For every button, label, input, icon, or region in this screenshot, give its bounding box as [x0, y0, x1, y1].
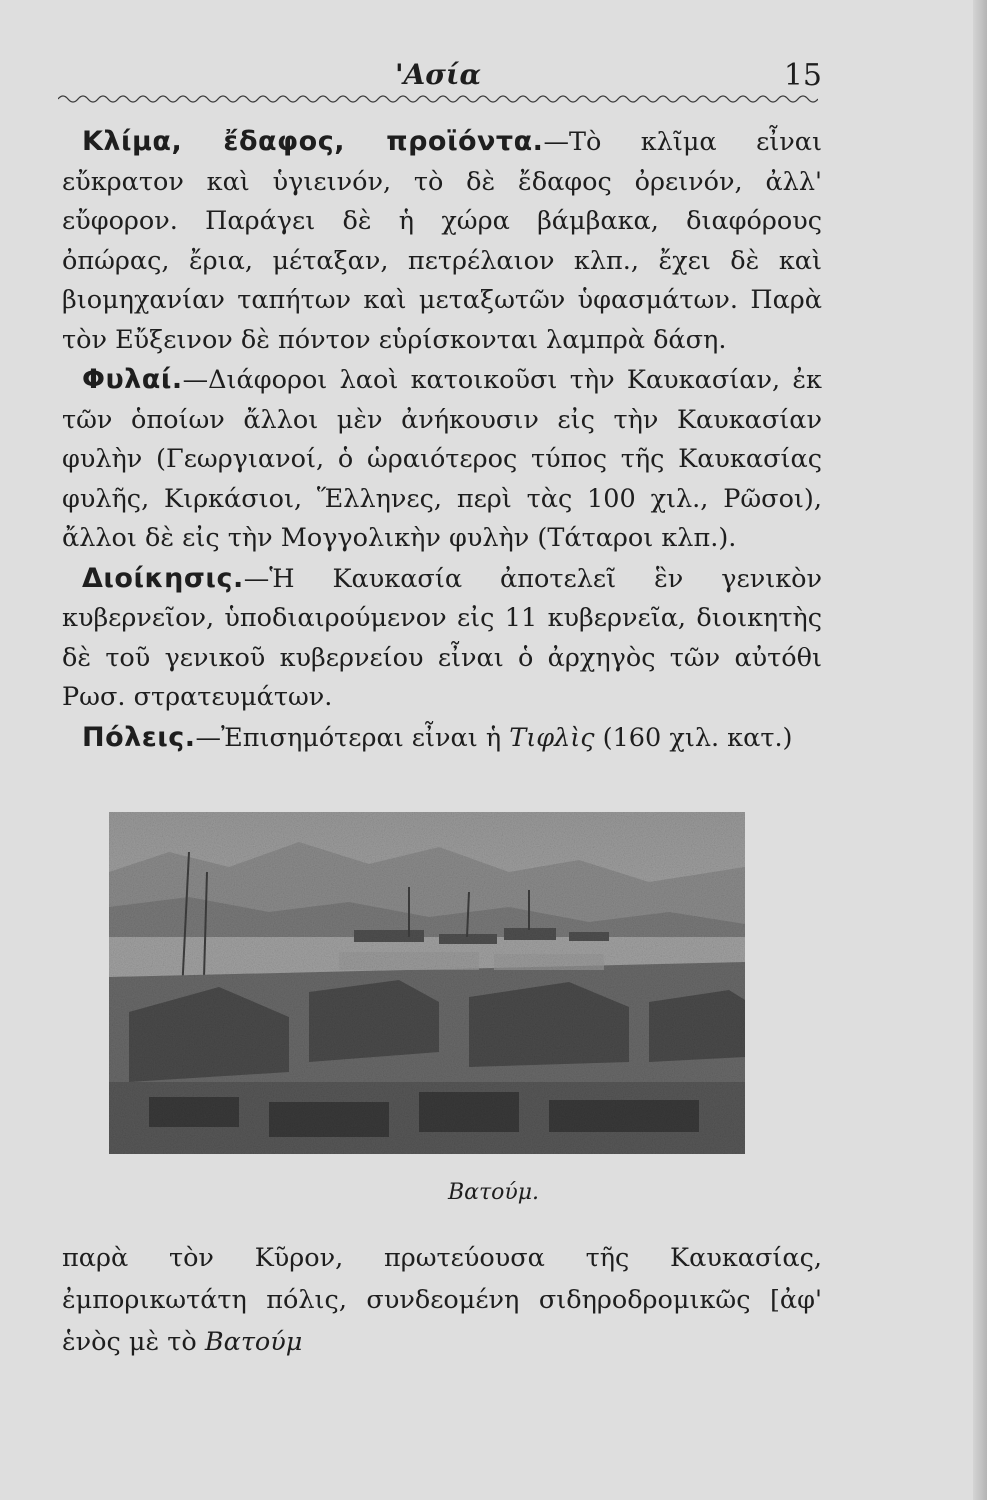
paragraph-climate [62, 122, 822, 360]
paragraph-administration [62, 559, 822, 718]
text-administration: —Ἡ Καυκασία ἀποτελεῖ ἓν γενικὸν κυβερνεῖον, ὑποδιαιρούμενον εἰς 11 κυβερνεῖα, διοικητὴς δὲ τοῦ γενικοῦ κυβερνείου εἶναι ὁ ἀρχηγὸς τῶν αὐτόθι Ρωσ. στρατευμάτων. [62, 563, 822, 712]
heading-cities: Πόλεις. [82, 721, 196, 753]
heading-climate: Κλίμα, ἔδαφος, προϊόντα. [82, 126, 544, 157]
decorative-wavy-rule [58, 92, 818, 106]
photo-batoum-harbor [109, 812, 745, 1154]
body-text [62, 122, 822, 758]
text-tribes: —Διάφοροι λαοὶ κατοικοῦσι τὴν Καυκασίαν, ἐκ τῶν ὁποίων ἄλλοι μὲν ἀνήκουσιν εἰς τὴν Καυκασίαν φυλὴν (Γεωργιανοί, ὁ ὡραιότερος τύπος τῆς Καυκασίας φυλῆς, Κιρκάσιοι, Ἕλληνες, περὶ τὰς 100 χιλ., Ρῶσοι), ἄλλοι δὲ εἰς τὴν Μογγολικὴν φυλὴν (Τάταροι κλπ.). [62, 365, 822, 553]
text-cities-tiflis: Τιφλὶς [509, 722, 595, 753]
running-title: 'Ασία [394, 58, 482, 91]
heading-administration: Διοίκησις. [82, 562, 244, 594]
heading-tribes: Φυλαί. [82, 364, 183, 395]
paragraph-tribes [62, 360, 822, 559]
continuation-text [62, 1237, 822, 1363]
page-number: 15 [783, 58, 822, 93]
page-edge [973, 0, 987, 1500]
figure-caption: Βατούμ. [447, 1180, 540, 1205]
harbor-photo-illustration [109, 812, 745, 1154]
paragraph-cities [62, 718, 822, 759]
continuation-batoum: Βατούμ [204, 1327, 303, 1357]
continuation-main: παρὰ τὸν Κῦρον, πρωτεύουσα τῆς Καυκασίας, ἐμπορικωτάτη πόλις, συνδεομένη σιδηροδρομικῶς [ἀφ' ἑνὸς μὲ τὸ [62, 1243, 822, 1357]
continuation-paragraph [62, 1237, 822, 1363]
text-cities-before: —Ἐπισημότεραι εἶναι ἡ [195, 722, 510, 753]
text-climate: —Τὸ κλῖμα εἶναι εὔκρατον καὶ ὑγιεινόν, τὸ δὲ ἔδαφος ὀρεινόν, ἀλλ' εὔφορον. Παράγει δὲ ἡ χώρα βάμβακα, διαφόρους ὀπώρας, ἔρια, μέταξαν, πετρέλαιον κλπ., ἔχει δὲ καὶ βιομηχανίαν ταπήτων καὶ μεταξωτῶν ὑφασμάτων. Παρὰ τὸν Εὔξεινον δὲ πόντον εὑρίσκονται λαμπρὰ δάση. [62, 127, 822, 355]
text-cities-after: (160 χιλ. κατ.) [594, 722, 793, 753]
